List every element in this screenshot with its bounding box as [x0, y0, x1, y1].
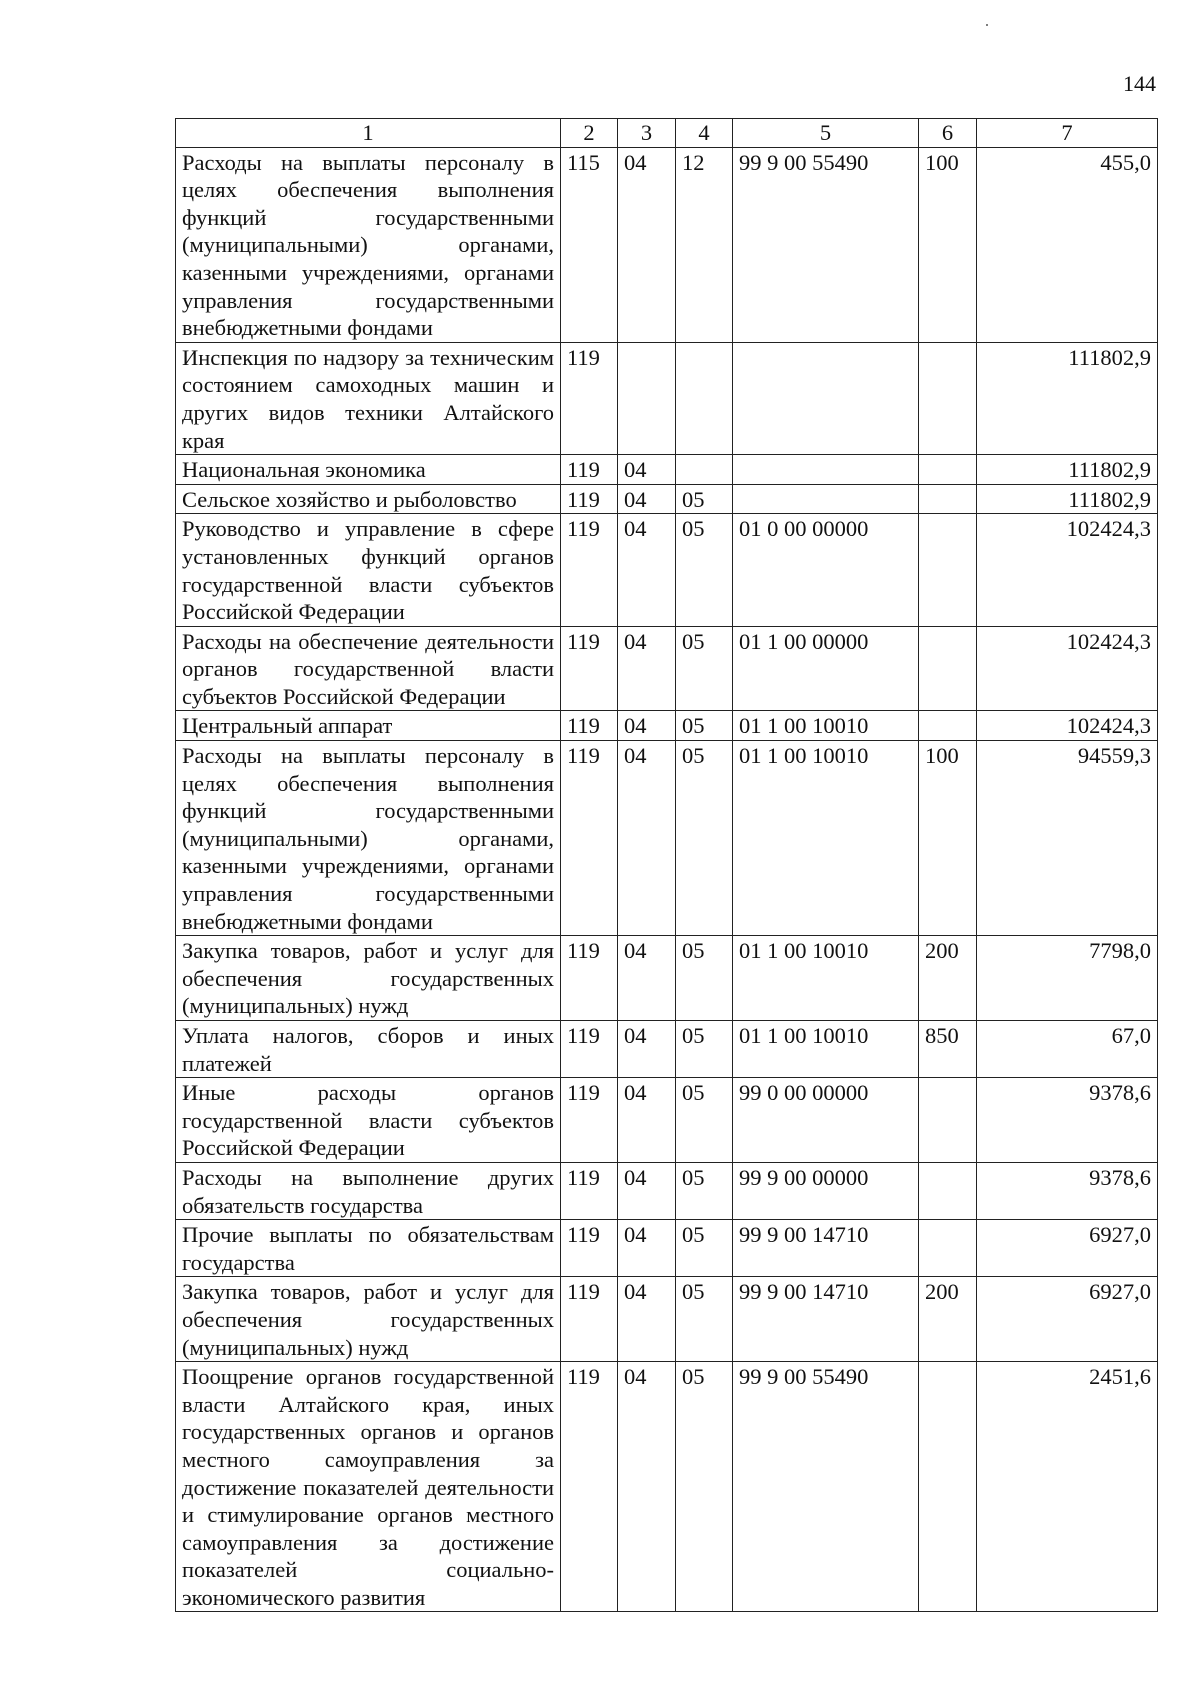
cell-col-3: 04: [618, 711, 676, 741]
cell-name: Центральный аппарат: [176, 711, 561, 741]
header-col-5: 5: [733, 119, 919, 148]
cell-col-5: 99 9 00 14710: [733, 1220, 919, 1277]
cell-col-2: 115: [561, 147, 618, 342]
cell-col-4: 05: [676, 1362, 733, 1612]
cell-col-5: 99 9 00 00000: [733, 1162, 919, 1219]
cell-col-4: 05: [676, 1078, 733, 1163]
cell-col-3: 04: [618, 936, 676, 1021]
cell-col-7: 102424,3: [977, 711, 1158, 741]
cell-col-3: 04: [618, 1162, 676, 1219]
cell-col-7: 102424,3: [977, 514, 1158, 626]
cell-col-5: 01 1 00 10010: [733, 711, 919, 741]
cell-name: Инспекция по надзору за техническим состоянием самоходных машин и других видов техники Алтайского края: [176, 342, 561, 454]
cell-col-2: 119: [561, 741, 618, 936]
cell-col-5: [733, 342, 919, 454]
header-col-7: 7: [977, 119, 1158, 148]
table-row: [176, 514, 1158, 626]
cell-col-5: 99 9 00 55490: [733, 1362, 919, 1612]
cell-col-4: [676, 342, 733, 454]
cell-col-7: 111802,9: [977, 484, 1158, 514]
cell-col-5: 01 1 00 10010: [733, 1021, 919, 1078]
cell-col-4: 05: [676, 626, 733, 711]
cell-col-6: 200: [919, 936, 977, 1021]
cell-col-4: 05: [676, 484, 733, 514]
cell-name: Национальная экономика: [176, 455, 561, 485]
cell-col-3: 04: [618, 514, 676, 626]
cell-col-4: 12: [676, 147, 733, 342]
cell-col-7: 455,0: [977, 147, 1158, 342]
cell-name: Расходы на выплаты персоналу в целях обеспечения выполнения функций государственными (муниципальными) органами, казенными учреждениями, органами управления государственными внебюджетными фондами: [176, 741, 561, 936]
cell-name: Прочие выплаты по обязательствам государства: [176, 1220, 561, 1277]
cell-col-6: [919, 484, 977, 514]
cell-name: Уплата налогов, сборов и иных платежей: [176, 1021, 561, 1078]
cell-col-7: 6927,0: [977, 1220, 1158, 1277]
cell-col-7: 102424,3: [977, 626, 1158, 711]
table-row: [176, 936, 1158, 1021]
cell-col-6: [919, 514, 977, 626]
header-col-2: 2: [561, 119, 618, 148]
cell-col-3: 04: [618, 1362, 676, 1612]
cell-col-6: [919, 1220, 977, 1277]
cell-col-7: 111802,9: [977, 455, 1158, 485]
cell-name: Расходы на обеспечение деятельности органов государственной власти субъектов Российской Федерации: [176, 626, 561, 711]
cell-col-2: 119: [561, 484, 618, 514]
cell-col-2: 119: [561, 936, 618, 1021]
cell-col-4: 05: [676, 1162, 733, 1219]
table-row: [176, 1021, 1158, 1078]
cell-col-6: [919, 1162, 977, 1219]
table-header-row: [176, 119, 1158, 148]
cell-col-6: [919, 711, 977, 741]
cell-col-2: 119: [561, 342, 618, 454]
cell-col-5: 01 1 00 00000: [733, 626, 919, 711]
cell-col-5: 99 9 00 55490: [733, 147, 919, 342]
cell-col-5: [733, 484, 919, 514]
cell-name: Расходы на выплаты персоналу в целях обеспечения выполнения функций государственными (муниципальными) органами, казенными учреждениями, органами управления государственными внебюджетными фондами: [176, 147, 561, 342]
cell-col-7: 94559,3: [977, 741, 1158, 936]
cell-col-2: 119: [561, 1078, 618, 1163]
cell-col-4: 05: [676, 936, 733, 1021]
cell-col-7: 111802,9: [977, 342, 1158, 454]
table-row: [176, 147, 1158, 342]
table-row: [176, 1162, 1158, 1219]
cell-col-2: 119: [561, 1277, 618, 1362]
cell-name: Закупка товаров, работ и услуг для обеспечения государственных (муниципальных) нужд: [176, 1277, 561, 1362]
cell-col-2: 119: [561, 1362, 618, 1612]
cell-col-6: [919, 626, 977, 711]
cell-col-7: 6927,0: [977, 1277, 1158, 1362]
cell-col-3: 04: [618, 741, 676, 936]
cell-col-2: 119: [561, 1162, 618, 1219]
table-row: [176, 455, 1158, 485]
table-row: [176, 1277, 1158, 1362]
cell-col-7: 7798,0: [977, 936, 1158, 1021]
header-col-6: 6: [919, 119, 977, 148]
cell-col-3: [618, 342, 676, 454]
cell-col-4: 05: [676, 1021, 733, 1078]
cell-col-4: 05: [676, 1277, 733, 1362]
cell-col-3: 04: [618, 626, 676, 711]
header-col-4: 4: [676, 119, 733, 148]
cell-col-5: 01 1 00 10010: [733, 741, 919, 936]
cell-col-3: 04: [618, 1220, 676, 1277]
cell-col-2: 119: [561, 711, 618, 741]
cell-col-7: 67,0: [977, 1021, 1158, 1078]
table-row: [176, 484, 1158, 514]
scan-speck: [986, 24, 988, 26]
cell-col-2: 119: [561, 455, 618, 485]
table-row: [176, 711, 1158, 741]
cell-name: Закупка товаров, работ и услуг для обеспечения государственных (муниципальных) нужд: [176, 936, 561, 1021]
cell-col-6: [919, 342, 977, 454]
cell-col-4: [676, 455, 733, 485]
budget-table: [175, 118, 1158, 1612]
header-col-3: 3: [618, 119, 676, 148]
cell-col-3: 04: [618, 1277, 676, 1362]
cell-col-6: 100: [919, 147, 977, 342]
table-row: [176, 1362, 1158, 1612]
cell-col-3: 04: [618, 455, 676, 485]
cell-col-5: [733, 455, 919, 485]
cell-name: Руководство и управление в сфере установленных функций органов государственной власти субъектов Российской Федерации: [176, 514, 561, 626]
cell-col-6: 200: [919, 1277, 977, 1362]
cell-name: Иные расходы органов государственной власти субъектов Российской Федерации: [176, 1078, 561, 1163]
cell-col-4: 05: [676, 741, 733, 936]
cell-col-2: 119: [561, 1220, 618, 1277]
cell-col-6: [919, 455, 977, 485]
cell-col-3: 04: [618, 484, 676, 514]
table-row: [176, 1078, 1158, 1163]
cell-col-5: 01 0 00 00000: [733, 514, 919, 626]
cell-col-4: 05: [676, 1220, 733, 1277]
cell-col-6: 850: [919, 1021, 977, 1078]
cell-col-7: 2451,6: [977, 1362, 1158, 1612]
cell-col-3: 04: [618, 1078, 676, 1163]
cell-col-3: 04: [618, 147, 676, 342]
table-row: [176, 1220, 1158, 1277]
cell-name: Сельское хозяйство и рыболовство: [176, 484, 561, 514]
page-number: 144: [1123, 71, 1156, 96]
cell-col-5: 99 0 00 00000: [733, 1078, 919, 1163]
cell-col-6: [919, 1078, 977, 1163]
cell-col-5: 99 9 00 14710: [733, 1277, 919, 1362]
cell-col-4: 05: [676, 514, 733, 626]
cell-col-3: 04: [618, 1021, 676, 1078]
cell-col-7: 9378,6: [977, 1078, 1158, 1163]
header-col-1: 1: [176, 119, 561, 148]
cell-col-6: 100: [919, 741, 977, 936]
table-row: [176, 741, 1158, 936]
cell-col-5: 01 1 00 10010: [733, 936, 919, 1021]
cell-col-6: [919, 1362, 977, 1612]
cell-col-4: 05: [676, 711, 733, 741]
table-row: [176, 342, 1158, 454]
cell-col-7: 9378,6: [977, 1162, 1158, 1219]
cell-name: Поощрение органов государственной власти Алтайского края, иных государственных органов и органов местного самоуправления за достижение показателей деятельности и стимулирование органов местного самоуправления за достижение показателей социально-экономического развития: [176, 1362, 561, 1612]
cell-col-2: 119: [561, 1021, 618, 1078]
table-row: [176, 626, 1158, 711]
cell-col-2: 119: [561, 514, 618, 626]
cell-name: Расходы на выполнение других обязательств государства: [176, 1162, 561, 1219]
cell-col-2: 119: [561, 626, 618, 711]
